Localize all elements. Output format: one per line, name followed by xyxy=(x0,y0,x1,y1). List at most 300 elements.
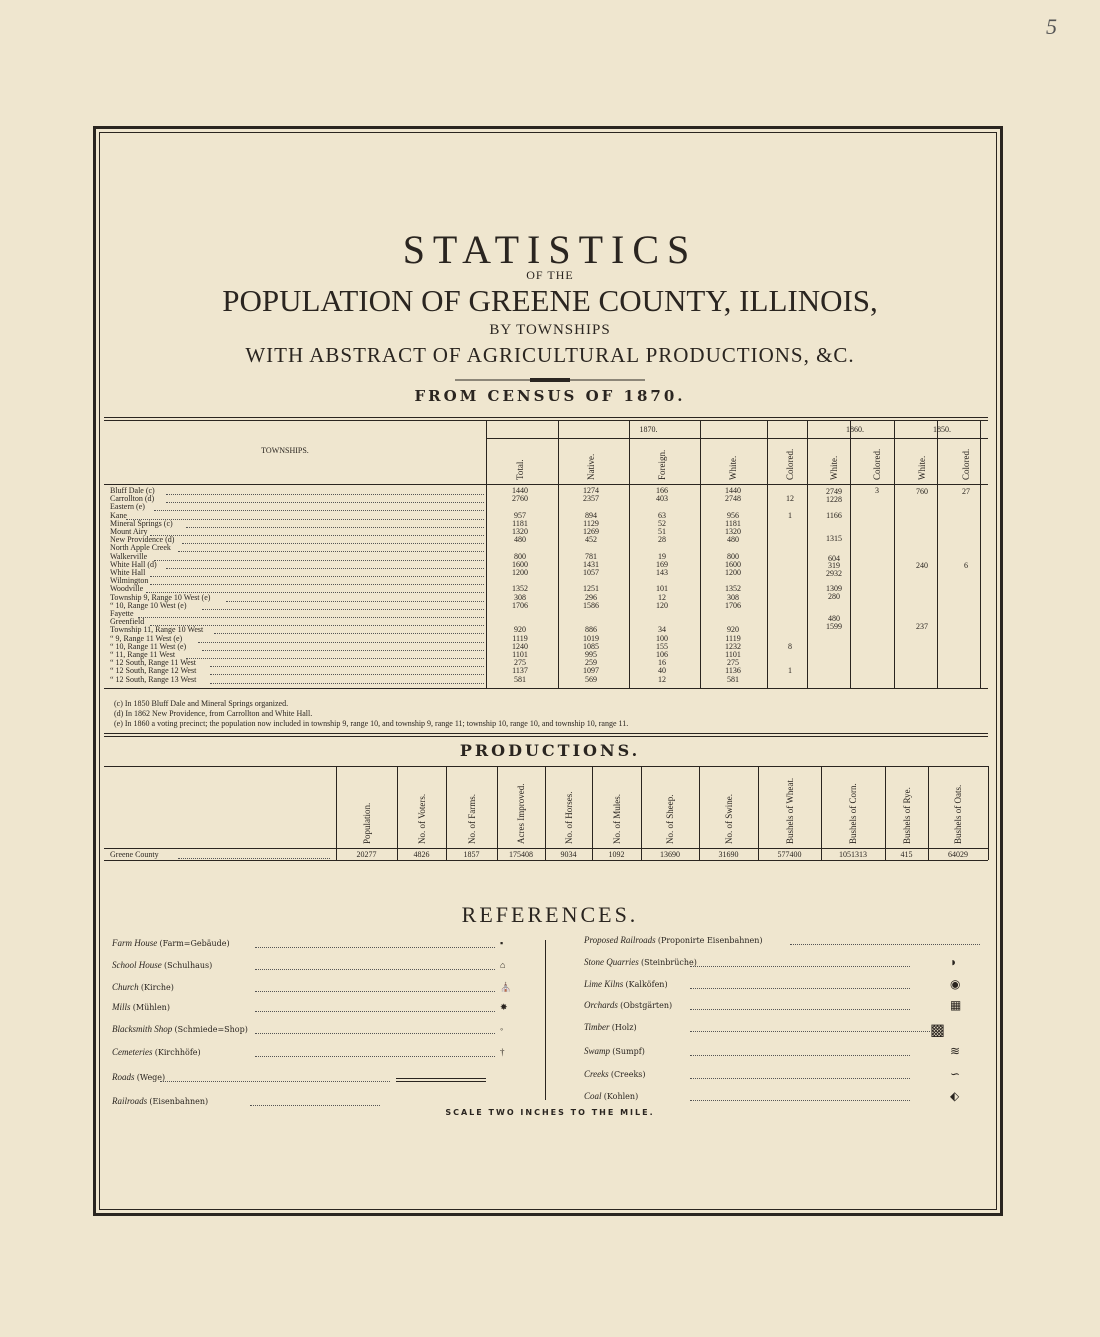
cell-value: 1251 xyxy=(583,584,599,594)
reference-label: Swamp xyxy=(584,1046,611,1056)
reference-symbol: ▪ xyxy=(500,938,504,948)
cell-value: 3 xyxy=(875,486,879,495)
township-name: Township 11, Range 10 West xyxy=(110,625,204,635)
reference-symbol: ∽ xyxy=(950,1067,961,1081)
township-name: Township 9, Range 10 West (e) xyxy=(110,592,211,602)
cell-value: 1599 xyxy=(826,622,842,632)
row-leader xyxy=(690,1078,910,1079)
column-header: Foreign. xyxy=(657,449,667,480)
row-leader xyxy=(178,551,484,552)
cell-value: 2749 xyxy=(826,486,842,496)
reference-symbol: ◉ xyxy=(950,977,961,991)
cell-value: 169 xyxy=(656,559,668,569)
reference-symbol: ✸ xyxy=(500,1002,508,1012)
row-leader xyxy=(198,642,484,643)
reference-german: (Farm=Gebäude) xyxy=(159,939,230,948)
cell-value: 28 xyxy=(658,535,666,545)
column-rule xyxy=(937,420,938,688)
reference-symbol: ◦ xyxy=(500,1024,504,1034)
cell-value: 2760 xyxy=(512,494,528,504)
prod-column-header: Bushels of Wheat. xyxy=(784,777,795,844)
cell-value: 1440 xyxy=(725,486,741,495)
row-leader xyxy=(255,1033,495,1034)
cell-value: 995 xyxy=(585,650,597,659)
cell-value: 581 xyxy=(514,674,526,684)
reference-symbol: † xyxy=(500,1047,505,1057)
township-name: Woodville xyxy=(110,584,144,594)
row-leader xyxy=(154,510,484,511)
cell-value: 296 xyxy=(585,592,597,602)
reference-german: (Creeks) xyxy=(610,1070,646,1079)
prod-value: 1092 xyxy=(608,850,625,859)
cell-value: 1 xyxy=(788,666,792,676)
cell-value: 275 xyxy=(514,658,526,668)
reference-german: (Kirchhöfe) xyxy=(154,1048,201,1057)
page-number: 5 xyxy=(1046,14,1057,39)
cell-value: 1019 xyxy=(583,633,599,643)
column-rule xyxy=(850,420,851,688)
cell-value: 1586 xyxy=(583,600,599,610)
cell-value: 259 xyxy=(585,658,597,668)
cell-value: 1200 xyxy=(725,568,741,577)
cell-value: 1320 xyxy=(725,527,741,536)
township-name: Mineral Springs (c) xyxy=(110,518,173,528)
reference-item xyxy=(112,938,230,948)
cell-value: 34 xyxy=(658,625,666,635)
title-population: POPULATION OF GREENE COUNTY, ILLINOIS, xyxy=(222,283,878,318)
cell-value: 581 xyxy=(727,674,739,684)
prod-column-rule xyxy=(821,766,822,860)
column-header: White. xyxy=(829,455,839,480)
township-name: Bluff Dale (c) xyxy=(110,486,155,495)
row-leader xyxy=(690,1031,930,1032)
reference-item xyxy=(584,935,763,945)
cell-value: 120 xyxy=(656,600,668,610)
prod-column-header: Bushels of Corn. xyxy=(848,783,858,844)
prod-column-header: Acres Improved. xyxy=(516,783,526,844)
prod-value: 1051313 xyxy=(839,850,867,859)
reference-label: Cemeteries xyxy=(112,1047,153,1057)
row-leader xyxy=(210,683,484,684)
row-leader xyxy=(160,1081,390,1082)
cell-value: 604 xyxy=(828,554,840,564)
cell-value: 308 xyxy=(514,592,526,602)
reference-german: (Mühlen) xyxy=(132,1003,170,1012)
references-divider xyxy=(545,940,546,1100)
reference-german: (Sumpf) xyxy=(612,1047,645,1056)
reference-german: (Obstgärten) xyxy=(620,1001,673,1010)
prod-top-rule xyxy=(104,766,988,767)
prod-column-rule xyxy=(545,766,546,860)
cell-value: 781 xyxy=(585,551,597,561)
township-name: “ 12 South, Range 12 West xyxy=(110,666,197,676)
reference-label: Orchards xyxy=(584,1000,618,1010)
title-census: FROM CENSUS OF 1870. xyxy=(414,387,686,405)
cell-value: 1 xyxy=(788,510,792,520)
township-name: Walkerville xyxy=(110,551,148,561)
column-header: Colored. xyxy=(961,448,971,480)
townships-header: TOWNSHIPS. xyxy=(261,446,309,455)
reference-item xyxy=(584,1091,638,1101)
prod-value: 577400 xyxy=(777,850,802,859)
row-leader xyxy=(150,576,484,577)
cell-value: 800 xyxy=(727,551,739,561)
row-leader xyxy=(150,535,484,536)
reference-german: (Proponirte Eisenbahnen) xyxy=(657,936,763,945)
cell-value: 569 xyxy=(585,674,597,684)
cell-value: 1057 xyxy=(583,568,599,577)
row-leader xyxy=(202,609,484,610)
row-leader xyxy=(154,560,484,561)
column-rule xyxy=(980,420,981,688)
reference-item xyxy=(112,1047,201,1057)
cell-value: 480 xyxy=(727,535,739,545)
reference-item xyxy=(584,1000,672,1010)
cell-value: 19 xyxy=(658,551,666,561)
year-1870: 1870. xyxy=(639,425,658,434)
road-symbol xyxy=(396,1078,486,1079)
cell-value: 106 xyxy=(656,650,668,659)
reference-item xyxy=(584,1022,637,1032)
table-top-rule xyxy=(104,417,988,418)
cell-value: 143 xyxy=(656,568,668,577)
cell-value: 1309 xyxy=(826,583,842,593)
cell-value: 1181 xyxy=(512,518,528,528)
cell-value: 1274 xyxy=(583,486,599,495)
reference-label: Timber xyxy=(584,1022,610,1032)
cell-value: 1166 xyxy=(826,510,842,520)
cell-value: 12 xyxy=(658,674,666,684)
cell-value: 2748 xyxy=(725,494,741,504)
productions-title: PRODUCTIONS. xyxy=(459,741,641,760)
cell-value: 403 xyxy=(656,494,668,504)
prod-column-rule xyxy=(758,766,759,860)
prod-column-header: No. of Voters. xyxy=(416,793,427,844)
township-name: “ 11, Range 11 West xyxy=(110,650,176,659)
references-title: REFERENCES. xyxy=(461,902,639,927)
reference-item xyxy=(584,957,697,967)
cell-value: 800 xyxy=(514,551,526,561)
reference-label: Blacksmith Shop xyxy=(112,1024,173,1034)
township-name: “ 12 South, Range 11 West xyxy=(110,658,197,668)
reference-german: (Schulhaus) xyxy=(164,961,213,970)
cell-value: 6 xyxy=(964,561,968,571)
cell-value: 1101 xyxy=(725,650,741,659)
reference-item xyxy=(112,1024,248,1034)
reference-german: (Kohlen) xyxy=(603,1092,639,1101)
cell-value: 920 xyxy=(727,625,739,635)
reference-item xyxy=(112,1072,165,1082)
cell-value: 886 xyxy=(585,625,597,635)
cell-value: 957 xyxy=(514,510,526,520)
divider xyxy=(104,736,988,737)
prod-value: 4826 xyxy=(413,850,430,859)
prod-column-rule xyxy=(885,766,886,860)
column-rule xyxy=(629,420,630,688)
reference-label: Mills xyxy=(112,1002,131,1012)
column-rule xyxy=(486,420,487,688)
reference-item xyxy=(584,1046,645,1056)
table-top-rule xyxy=(104,420,988,421)
reference-symbol: ◗ xyxy=(950,955,958,969)
prod-column-rule xyxy=(699,766,700,860)
reference-label: Stone Quarries xyxy=(584,957,639,967)
cell-value: 1600 xyxy=(512,559,528,569)
cell-value: 101 xyxy=(656,584,668,594)
row-leader xyxy=(790,944,980,945)
prod-column-header: Population. xyxy=(361,802,372,844)
cell-value: 920 xyxy=(514,625,526,635)
prod-column-rule xyxy=(988,766,989,860)
row-leader xyxy=(255,947,495,948)
column-header: Native. xyxy=(586,453,596,480)
township-name: Mount Airy xyxy=(110,527,148,536)
cell-value: 1240 xyxy=(512,641,528,651)
table-bottom-rule xyxy=(104,688,988,689)
prod-header-rule xyxy=(104,848,988,849)
cell-value: 1706 xyxy=(512,600,528,610)
township-name: “ 9, Range 11 West (e) xyxy=(110,633,183,643)
divider xyxy=(104,733,988,734)
township-name: Wilmington xyxy=(110,576,149,586)
prod-column-rule xyxy=(592,766,593,860)
cell-value: 1129 xyxy=(583,518,599,528)
title-of-the: OF THE xyxy=(526,268,574,282)
township-name: “ 12 South, Range 13 West xyxy=(110,674,197,684)
township-name: Eastern (e) xyxy=(110,502,145,512)
column-header: Total. xyxy=(515,459,525,480)
reference-label: Farm House xyxy=(112,938,158,948)
cell-value: 237 xyxy=(916,622,928,632)
cell-value: 2932 xyxy=(826,568,842,578)
prod-value: 20277 xyxy=(356,850,377,859)
prod-value: 415 xyxy=(900,850,913,859)
row-leader xyxy=(150,584,484,585)
prod-value: 31690 xyxy=(718,850,739,859)
cell-value: 1085 xyxy=(583,641,599,651)
cell-value: 52 xyxy=(658,518,666,528)
row-leader xyxy=(182,543,484,544)
column-header: White. xyxy=(917,455,927,480)
prod-column-header: Bushels of Oats. xyxy=(953,784,963,844)
row-leader xyxy=(210,674,484,675)
title-statistics: STATISTICS xyxy=(402,227,698,272)
note-e: (e) In 1860 a voting precinct; the population now included in township 9, range 10, and township 9, range 11; township 10, range 10, and township 10, range 11. xyxy=(114,719,629,728)
row-leader xyxy=(138,617,484,618)
cell-value: 1352 xyxy=(512,584,528,594)
cell-value: 894 xyxy=(585,510,597,520)
title-by-townships: BY TOWNSHIPS xyxy=(489,322,611,338)
reference-item xyxy=(584,979,668,989)
cell-value: 319 xyxy=(828,560,840,570)
prod-column-rule xyxy=(446,766,447,860)
cell-value: 1181 xyxy=(725,518,741,528)
reference-label: Proposed Railroads xyxy=(584,935,656,945)
reference-label: Railroads xyxy=(112,1096,148,1106)
prod-column-rule xyxy=(336,766,337,860)
prod-row-label: Greene County xyxy=(110,850,159,859)
row-leader xyxy=(255,1011,495,1012)
reference-item xyxy=(584,1069,646,1079)
cell-value: 1228 xyxy=(826,495,842,504)
prod-value: 9034 xyxy=(560,850,577,859)
reference-label: Lime Kilns xyxy=(584,979,624,989)
cell-value: 308 xyxy=(727,592,739,602)
scale-note: SCALE TWO INCHES TO THE MILE. xyxy=(445,1108,655,1117)
row-leader xyxy=(214,633,484,634)
title-ornament xyxy=(455,377,645,383)
reference-label: Roads xyxy=(112,1072,135,1082)
cell-value: 100 xyxy=(656,633,668,643)
reference-german: (Kalköfen) xyxy=(625,980,668,989)
cell-value: 1706 xyxy=(725,600,741,610)
cell-value: 1119 xyxy=(725,633,741,643)
cell-value: 16 xyxy=(658,658,666,668)
cell-value: 27 xyxy=(962,486,970,496)
column-header: White. xyxy=(728,455,738,480)
row-leader xyxy=(178,858,330,859)
prod-column-header: Bushels of Rye. xyxy=(901,787,912,844)
cell-value: 480 xyxy=(828,613,840,623)
township-name: Greenfield xyxy=(110,617,145,627)
cell-value: 1200 xyxy=(512,568,528,577)
reference-symbol: ▩ xyxy=(930,1022,946,1039)
column-header: Colored. xyxy=(872,448,882,480)
cell-value: 8 xyxy=(788,641,792,651)
note-d: (d) In 1862 New Providence, from Carrollton and White Hall. xyxy=(114,709,313,718)
reference-symbol: ▦ xyxy=(950,998,962,1012)
reference-label: Creeks xyxy=(584,1069,609,1079)
reference-symbol: ⛪ xyxy=(500,982,512,992)
cell-value: 51 xyxy=(658,527,666,536)
row-leader xyxy=(250,1105,380,1106)
cell-value: 63 xyxy=(658,510,666,520)
row-leader xyxy=(690,966,910,967)
prod-value: 13690 xyxy=(660,850,680,859)
cell-value: 1269 xyxy=(583,527,599,536)
reference-label: Coal xyxy=(584,1091,602,1101)
reference-item xyxy=(112,982,174,992)
row-leader xyxy=(690,1055,910,1056)
cell-value: 1431 xyxy=(583,559,599,569)
cell-value: 1440 xyxy=(512,486,528,495)
row-leader xyxy=(690,1009,910,1010)
year-1850: 1850. xyxy=(933,425,951,434)
row-leader xyxy=(690,1100,910,1101)
header-bottom-rule xyxy=(104,484,988,485)
prod-column-header: No. of Sheep. xyxy=(665,794,675,844)
cell-value: 240 xyxy=(916,561,928,571)
road-symbol xyxy=(396,1081,486,1082)
reference-german: (Holz) xyxy=(611,1023,637,1032)
cell-value: 452 xyxy=(585,535,597,545)
cell-value: 2357 xyxy=(583,494,599,504)
column-rule xyxy=(558,420,559,688)
row-leader xyxy=(226,601,484,602)
row-leader xyxy=(210,666,484,667)
prod-column-rule xyxy=(928,766,929,860)
cell-value: 1137 xyxy=(512,666,528,676)
cell-value: 1097 xyxy=(583,666,599,676)
year-1860: 1860. xyxy=(846,425,864,434)
row-leader xyxy=(255,991,495,992)
reference-german: (Schmiede=Shop) xyxy=(174,1025,248,1034)
column-header: Colored. xyxy=(785,448,795,480)
cell-value: 280 xyxy=(828,591,840,601)
township-name: Kane xyxy=(110,510,127,520)
reference-label: Church xyxy=(112,982,139,992)
row-leader xyxy=(166,494,484,495)
row-leader xyxy=(186,658,484,659)
reference-label: School House xyxy=(112,960,162,970)
cell-value: 1320 xyxy=(512,527,528,536)
township-name: Fayette xyxy=(110,609,134,618)
prod-column-rule xyxy=(641,766,642,860)
cell-value: 760 xyxy=(916,486,928,496)
cell-value: 1119 xyxy=(512,633,528,643)
cell-value: 275 xyxy=(727,658,739,668)
cell-value: 1232 xyxy=(725,641,741,651)
township-name: “ 10, Range 10 West (e) xyxy=(110,600,187,610)
cell-value: 1315 xyxy=(826,533,842,543)
cell-value: 12 xyxy=(658,592,666,602)
cell-value: 1352 xyxy=(725,584,741,594)
township-name: Carrollton (d) xyxy=(110,494,155,504)
row-leader xyxy=(166,568,484,569)
cell-value: 1101 xyxy=(512,650,528,659)
reference-symbol: ⌂ xyxy=(500,960,506,970)
year-rule xyxy=(486,438,988,439)
prod-column-rule xyxy=(497,766,498,860)
reference-item xyxy=(112,1002,170,1012)
row-leader xyxy=(186,527,484,528)
township-name: North Apple Creek xyxy=(110,543,171,553)
row-leader xyxy=(255,969,495,970)
prod-value: 175408 xyxy=(509,850,533,859)
prod-column-header: No. of Swine. xyxy=(723,794,734,844)
township-name: White Hall (d) xyxy=(110,559,157,569)
reference-item xyxy=(112,960,212,970)
reference-symbol: ⬖ xyxy=(950,1089,960,1103)
reference-german: (Wege) xyxy=(136,1073,166,1082)
township-name: “ 10, Range 11 West (e) xyxy=(110,641,187,651)
reference-item xyxy=(112,1096,208,1106)
row-leader xyxy=(690,988,910,989)
cell-value: 40 xyxy=(658,666,666,676)
row-leader xyxy=(126,519,484,520)
column-rule xyxy=(700,420,701,688)
reference-symbol: ≋ xyxy=(950,1044,961,1058)
cell-value: 1136 xyxy=(725,666,741,676)
row-leader xyxy=(255,1056,495,1057)
cell-value: 956 xyxy=(727,510,739,520)
cell-value: 166 xyxy=(656,486,668,495)
township-name: White Hall xyxy=(110,568,146,577)
cell-value: 155 xyxy=(656,641,668,651)
cell-value: 1600 xyxy=(725,559,741,569)
row-leader xyxy=(166,502,484,503)
title-abstract: WITH ABSTRACT OF AGRICULTURAL PRODUCTIONS, &C. xyxy=(245,343,855,367)
prod-value: 64029 xyxy=(948,850,968,859)
prod-value: 1857 xyxy=(463,850,480,859)
township-name: New Providence (d) xyxy=(110,535,175,545)
prod-column-header: No. of Mules. xyxy=(611,794,622,844)
row-leader xyxy=(202,650,484,651)
reference-german: (Eisenbahnen) xyxy=(149,1097,209,1106)
prod-bottom-rule xyxy=(104,860,988,861)
cell-value: 12 xyxy=(786,494,794,504)
reference-german: (Kirche) xyxy=(140,983,174,992)
